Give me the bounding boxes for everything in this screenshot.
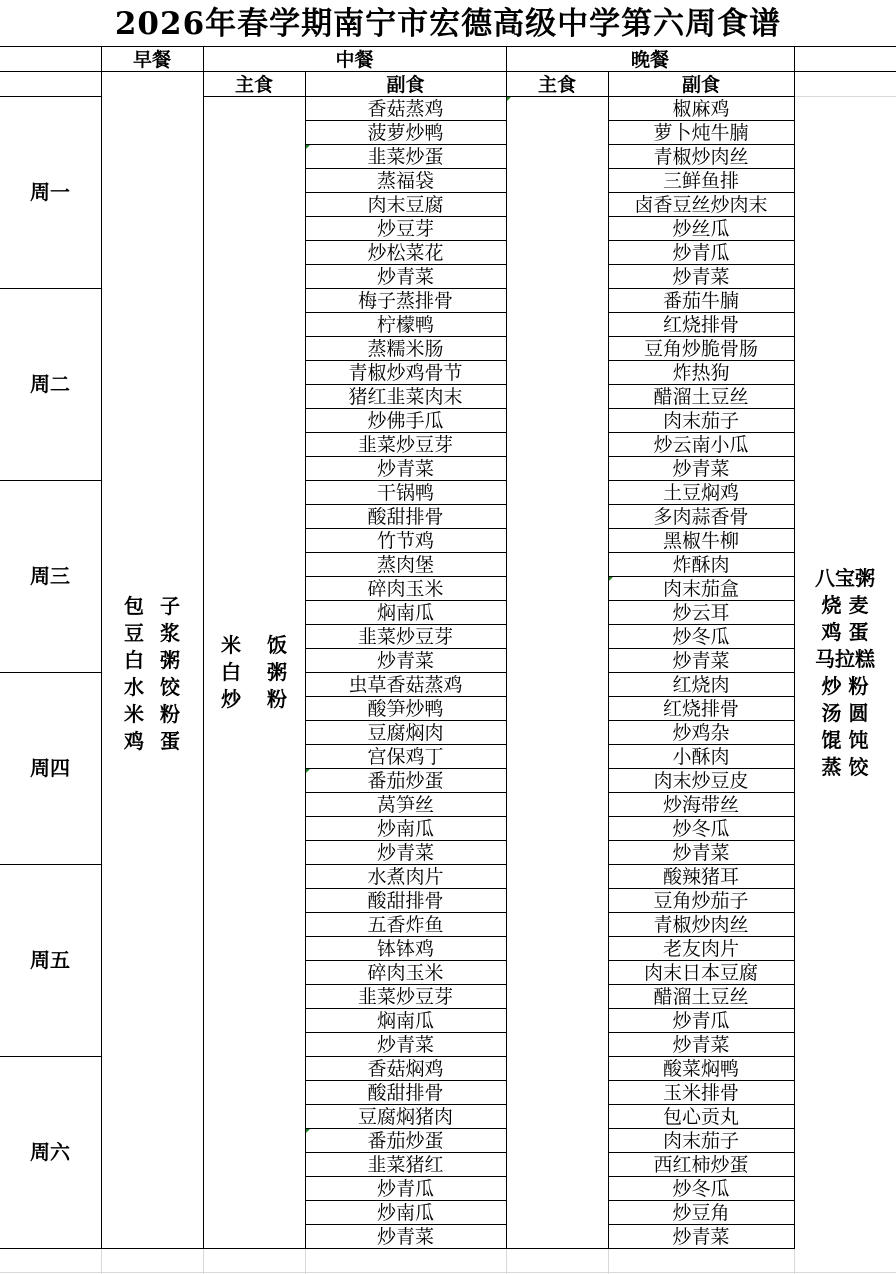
rule-line <box>608 504 794 505</box>
rule-line <box>608 1128 794 1129</box>
rule-line <box>608 168 794 169</box>
breakfast-char: 水 <box>124 675 144 699</box>
cell-marker <box>306 145 310 149</box>
dinner-dish: 肉末茄盒 <box>662 578 739 600</box>
rule-line <box>608 1152 794 1153</box>
rule-line <box>608 600 794 601</box>
lunch-dish: 番茄炒蛋 <box>367 1130 444 1152</box>
rule-line <box>305 864 506 865</box>
dinner-dish: 炒冬瓜 <box>672 626 730 648</box>
rule-line <box>608 672 794 673</box>
rule-line <box>608 1224 794 1225</box>
dinner-dish: 肉末茄子 <box>662 410 739 432</box>
gridline <box>794 96 896 97</box>
rule-line <box>305 744 506 745</box>
lunch-dish: 酸笋炒鸭 <box>367 698 444 720</box>
dinner-dish: 青椒炒肉丝 <box>653 146 749 168</box>
breakfast-char: 包 <box>124 594 144 618</box>
day-label-5: 周五 <box>30 948 70 972</box>
header-lunch: 中餐 <box>335 49 374 71</box>
breakfast-char: 饺 <box>160 675 180 699</box>
lunch-dish: 炒青菜 <box>376 842 434 864</box>
dinner-dish: 炒青菜 <box>672 266 730 288</box>
dinner-dish: 酸辣猪耳 <box>662 866 739 888</box>
breakfast-char: 白 <box>124 648 144 672</box>
rule-line <box>608 71 609 1248</box>
header-breakfast: 早餐 <box>132 49 171 71</box>
lunch-dish: 韭菜炒蛋 <box>367 146 444 168</box>
page-title: 2026年春学期南宁市宏德高级中学第六周食谱 <box>114 6 782 42</box>
dinner-dish: 醋溜土豆丝 <box>653 386 749 408</box>
breakfast-char: 子 <box>160 594 180 618</box>
rule-line <box>0 96 101 97</box>
supper-item: 烧 麦 <box>821 593 869 617</box>
dinner-dish: 肉末炒豆皮 <box>653 770 749 792</box>
rule-line <box>305 1008 506 1009</box>
rule-line <box>608 768 794 769</box>
lunch-dish: 韭菜炒豆芽 <box>357 434 453 456</box>
lunch-dish: 豆腐焖猪肉 <box>357 1106 453 1128</box>
rule-line <box>305 600 506 601</box>
lunch-dish: 炒青菜 <box>376 266 434 288</box>
lunch-staple-char: 米 <box>221 633 241 657</box>
rule-line <box>608 456 794 457</box>
rule-line <box>608 1056 794 1057</box>
rule-line <box>0 1056 101 1057</box>
lunch-dish: 酸甜排骨 <box>367 1082 444 1104</box>
day-label-4: 周四 <box>30 756 70 780</box>
rule-line <box>608 984 794 985</box>
dinner-dish: 炒冬瓜 <box>672 818 730 840</box>
breakfast-item <box>124 728 180 755</box>
lunch-dish: 五香炸鱼 <box>367 914 444 936</box>
lunch-dish: 韭菜猪红 <box>367 1154 444 1176</box>
supper-item: 鸡 蛋 <box>821 620 869 644</box>
rule-line <box>305 816 506 817</box>
gridline <box>0 1272 896 1273</box>
rule-line <box>305 528 506 529</box>
dinner-dish: 炒冬瓜 <box>672 1178 730 1200</box>
dinner-dish: 红烧排骨 <box>662 698 739 720</box>
rule-line <box>305 1104 506 1105</box>
dinner-dish: 玉米排骨 <box>662 1082 739 1104</box>
rule-line <box>0 864 101 865</box>
rule-line <box>608 552 794 553</box>
rule-line <box>305 552 506 553</box>
gridline <box>203 1248 204 1274</box>
rule-line <box>305 1056 506 1057</box>
rule-line <box>305 792 506 793</box>
dinner-dish: 红烧肉 <box>672 674 730 696</box>
dinner-dish: 卤香豆丝炒肉末 <box>634 194 768 216</box>
lunch-dish: 钵钵鸡 <box>376 938 434 960</box>
breakfast-items <box>124 593 180 755</box>
lunch-staple-char: 粉 <box>267 687 287 711</box>
rule-line <box>608 528 794 529</box>
header-lunch-side: 副食 <box>386 74 425 96</box>
rule-line <box>305 1080 506 1081</box>
lunch-dish: 酸甜排骨 <box>367 506 444 528</box>
dinner-dish: 肉末日本豆腐 <box>643 962 758 984</box>
rule-line <box>305 960 506 961</box>
lunch-dish: 香菇蒸鸡 <box>367 98 444 120</box>
dinner-dish: 西红柿炒蛋 <box>653 1154 749 1176</box>
rule-line <box>305 456 506 457</box>
rule-line <box>608 864 794 865</box>
rule-line <box>608 888 794 889</box>
rule-line <box>608 912 794 913</box>
lunch-staple-items <box>221 632 287 713</box>
rule-line <box>305 71 306 1248</box>
lunch-dish: 干锅鸭 <box>376 482 434 504</box>
rule-line <box>305 840 506 841</box>
rule-line <box>794 46 795 1248</box>
dinner-dish: 豆角炒脆骨肠 <box>643 338 758 360</box>
lunch-dish: 豆腐焖肉 <box>367 722 444 744</box>
rule-line <box>0 1248 795 1249</box>
rule-line <box>0 71 896 72</box>
rule-line <box>608 384 794 385</box>
rule-line <box>305 624 506 625</box>
rule-line <box>305 432 506 433</box>
lunch-dish: 酸甜排骨 <box>367 890 444 912</box>
lunch-dish: 虫草香菇蒸鸡 <box>348 674 463 696</box>
rule-line <box>305 504 506 505</box>
lunch-dish: 焖南瓜 <box>376 602 434 624</box>
rule-line <box>608 192 794 193</box>
rule-line <box>305 144 506 145</box>
supper-item: 馄 饨 <box>821 728 869 752</box>
rule-line <box>305 384 506 385</box>
rule-line <box>0 480 101 481</box>
lunch-dish: 炒豆芽 <box>376 218 434 240</box>
rule-line <box>608 336 794 337</box>
dinner-dish: 炒云南小瓜 <box>653 434 749 456</box>
lunch-dish: 炒青瓜 <box>376 1178 434 1200</box>
lunch-dish: 蒸糯米肠 <box>367 338 444 360</box>
rule-line <box>608 696 794 697</box>
rule-line <box>305 312 506 313</box>
lunch-dish: 莴笋丝 <box>376 794 434 816</box>
lunch-dish: 炒青菜 <box>376 1034 434 1056</box>
lunch-dish: 碎肉玉米 <box>367 578 444 600</box>
supper-item: 马拉糕 <box>815 647 875 671</box>
lunch-dish: 炒佛手瓜 <box>367 410 444 432</box>
breakfast-char: 米 <box>124 702 144 726</box>
lunch-staple-char: 白 <box>221 660 241 684</box>
rule-line <box>608 144 794 145</box>
dinner-dish: 炒鸡杂 <box>672 722 730 744</box>
lunch-dish: 青椒炒鸡骨节 <box>348 362 463 384</box>
dinner-dish: 酸菜焖鸭 <box>662 1058 739 1080</box>
supper-item: 蒸 饺 <box>821 755 869 779</box>
rule-line <box>305 1152 506 1153</box>
dinner-dish: 炒青瓜 <box>672 1010 730 1032</box>
lunch-staple-char: 饭 <box>267 633 287 657</box>
rule-line <box>608 720 794 721</box>
supper-item: 汤 圆 <box>821 701 869 725</box>
dinner-dish: 豆角炒茄子 <box>653 890 749 912</box>
lunch-dish: 韭菜炒豆芽 <box>357 986 453 1008</box>
lunch-dish: 柠檬鸭 <box>376 314 434 336</box>
dinner-dish: 包心贡丸 <box>662 1106 739 1128</box>
lunch-dish: 蒸肉堡 <box>376 554 434 576</box>
rule-line <box>506 46 507 1248</box>
dinner-dish: 青椒炒肉丝 <box>653 914 749 936</box>
dinner-dish: 炒丝瓜 <box>672 218 730 240</box>
dinner-dish: 醋溜土豆丝 <box>653 986 749 1008</box>
cell-marker <box>306 1129 310 1133</box>
breakfast-char: 鸡 <box>124 729 144 753</box>
rule-line <box>608 288 794 289</box>
rule-line <box>608 840 794 841</box>
rule-line <box>608 120 794 121</box>
rule-line <box>305 888 506 889</box>
breakfast-item <box>124 647 180 674</box>
lunch-dish: 炒松菜花 <box>367 242 444 264</box>
rule-line <box>305 264 506 265</box>
rule-line <box>305 1032 506 1033</box>
dinner-dish: 炒云耳 <box>672 602 730 624</box>
rule-line <box>608 240 794 241</box>
header-dinner-side: 副食 <box>681 74 720 96</box>
rule-line <box>608 408 794 409</box>
rule-line <box>305 696 506 697</box>
rule-line <box>0 46 896 47</box>
dinner-dish: 炒青瓜 <box>672 242 730 264</box>
lunch-dish: 炒南瓜 <box>376 1202 434 1224</box>
rule-line <box>305 168 506 169</box>
day-label-3: 周三 <box>30 564 70 588</box>
lunch-dish: 猪红韭菜肉末 <box>348 386 463 408</box>
breakfast-char: 粥 <box>160 648 180 672</box>
rule-line <box>305 936 506 937</box>
supper-item: 炒 粉 <box>821 674 869 698</box>
rule-line <box>608 1176 794 1177</box>
day-label-2: 周二 <box>30 372 70 396</box>
lunch-staple-char: 炒 <box>221 687 241 711</box>
rule-line <box>608 480 794 481</box>
rule-line <box>608 1032 794 1033</box>
rule-line <box>608 960 794 961</box>
lunch-staple-item <box>221 632 287 659</box>
rule-line <box>305 480 506 481</box>
lunch-staple-item <box>221 686 287 713</box>
rule-line <box>608 264 794 265</box>
rule-line <box>305 408 506 409</box>
supper-item: 八宝粥 <box>815 566 875 590</box>
lunch-dish: 香菇焖鸡 <box>367 1058 444 1080</box>
lunch-dish: 韭菜炒豆芽 <box>357 626 453 648</box>
gridline <box>101 1248 102 1274</box>
cell-marker <box>507 97 511 101</box>
lunch-staple-item <box>221 659 287 686</box>
rule-line <box>608 744 794 745</box>
lunch-dish: 宫保鸡丁 <box>367 746 444 768</box>
rule-line <box>608 312 794 313</box>
rule-line <box>608 624 794 625</box>
dinner-dish: 炒豆角 <box>672 1202 730 1224</box>
dinner-dish: 炒青菜 <box>672 1034 730 1056</box>
rule-line <box>305 1224 506 1225</box>
dinner-dish: 炒青菜 <box>672 1226 730 1248</box>
gridline <box>608 1248 609 1274</box>
breakfast-item <box>124 593 180 620</box>
dinner-dish: 椒麻鸡 <box>672 98 730 120</box>
dinner-dish: 萝卜炖牛腩 <box>653 122 749 144</box>
dinner-dish: 番茄牛腩 <box>662 290 739 312</box>
breakfast-char: 蛋 <box>160 729 180 753</box>
rule-line <box>608 1008 794 1009</box>
lunch-dish: 炒南瓜 <box>376 818 434 840</box>
lunch-dish: 梅子蒸排骨 <box>357 290 453 312</box>
dinner-dish: 黑椒牛柳 <box>662 530 739 552</box>
dinner-dish: 多肉蒜香骨 <box>653 506 749 528</box>
rule-line <box>608 216 794 217</box>
gridline <box>506 1248 507 1274</box>
dinner-dish: 红烧排骨 <box>662 314 739 336</box>
rule-line <box>305 360 506 361</box>
rule-line <box>305 240 506 241</box>
breakfast-char: 粉 <box>160 702 180 726</box>
header-lunch-staple: 主食 <box>234 74 273 96</box>
dinner-dish: 炒青菜 <box>672 458 730 480</box>
rule-line <box>305 120 506 121</box>
dinner-dish: 三鲜鱼排 <box>662 170 739 192</box>
dinner-dish: 炒海带丝 <box>662 794 739 816</box>
dinner-dish: 炒青菜 <box>672 842 730 864</box>
cell-marker <box>609 577 613 581</box>
rule-line <box>305 768 506 769</box>
rule-line <box>608 1080 794 1081</box>
rule-line <box>305 336 506 337</box>
rule-line <box>203 46 204 1248</box>
breakfast-char: 豆 <box>124 621 144 645</box>
dinner-dish: 炸热狗 <box>672 362 730 384</box>
rule-line <box>305 192 506 193</box>
rule-line <box>305 648 506 649</box>
rule-line <box>305 720 506 721</box>
lunch-dish: 炒青菜 <box>376 650 434 672</box>
rule-line <box>305 984 506 985</box>
rule-line <box>305 672 506 673</box>
rule-line <box>608 792 794 793</box>
rule-line <box>608 576 794 577</box>
lunch-dish: 蒸福袋 <box>376 170 434 192</box>
dinner-dish: 炸酥肉 <box>672 554 730 576</box>
day-label-1: 周一 <box>30 180 70 204</box>
rule-line <box>305 1128 506 1129</box>
rule-line <box>608 936 794 937</box>
rule-line <box>0 288 101 289</box>
rule-line <box>0 672 101 673</box>
header-dinner-staple: 主食 <box>537 74 576 96</box>
rule-line <box>608 1104 794 1105</box>
lunch-dish: 竹节鸡 <box>376 530 434 552</box>
lunch-dish: 水煮肉片 <box>367 866 444 888</box>
rule-line <box>305 1176 506 1177</box>
rule-line <box>608 1200 794 1201</box>
supper-items <box>810 565 880 781</box>
dinner-dish: 老友肉片 <box>662 938 739 960</box>
rule-line <box>203 96 794 97</box>
dinner-dish: 土豆焖鸡 <box>662 482 739 504</box>
breakfast-item <box>124 701 180 728</box>
lunch-dish: 菠萝炒鸭 <box>367 122 444 144</box>
lunch-staple-char: 粥 <box>267 660 287 684</box>
breakfast-item <box>124 620 180 647</box>
dinner-dish: 小酥肉 <box>672 746 730 768</box>
rule-line <box>305 912 506 913</box>
header-dinner: 晚餐 <box>630 49 669 71</box>
rule-line <box>608 432 794 433</box>
lunch-dish: 炒青菜 <box>376 458 434 480</box>
gridline <box>305 1248 306 1274</box>
gridline <box>794 1248 795 1274</box>
rule-line <box>101 46 102 1248</box>
dinner-dish: 肉末茄子 <box>662 1130 739 1152</box>
lunch-dish: 炒青菜 <box>376 1226 434 1248</box>
rule-line <box>305 576 506 577</box>
dinner-dish: 炒青菜 <box>672 650 730 672</box>
breakfast-item <box>124 674 180 701</box>
lunch-dish: 番茄炒蛋 <box>367 770 444 792</box>
rule-line <box>305 1200 506 1201</box>
rule-line <box>305 216 506 217</box>
lunch-dish: 肉末豆腐 <box>367 194 444 216</box>
rule-line <box>608 816 794 817</box>
lunch-dish: 焖南瓜 <box>376 1010 434 1032</box>
rule-line <box>305 288 506 289</box>
cell-marker <box>306 769 310 773</box>
breakfast-char: 浆 <box>160 621 180 645</box>
rule-line <box>608 360 794 361</box>
rule-line <box>608 648 794 649</box>
lunch-dish: 碎肉玉米 <box>367 962 444 984</box>
day-label-6: 周六 <box>30 1140 70 1164</box>
